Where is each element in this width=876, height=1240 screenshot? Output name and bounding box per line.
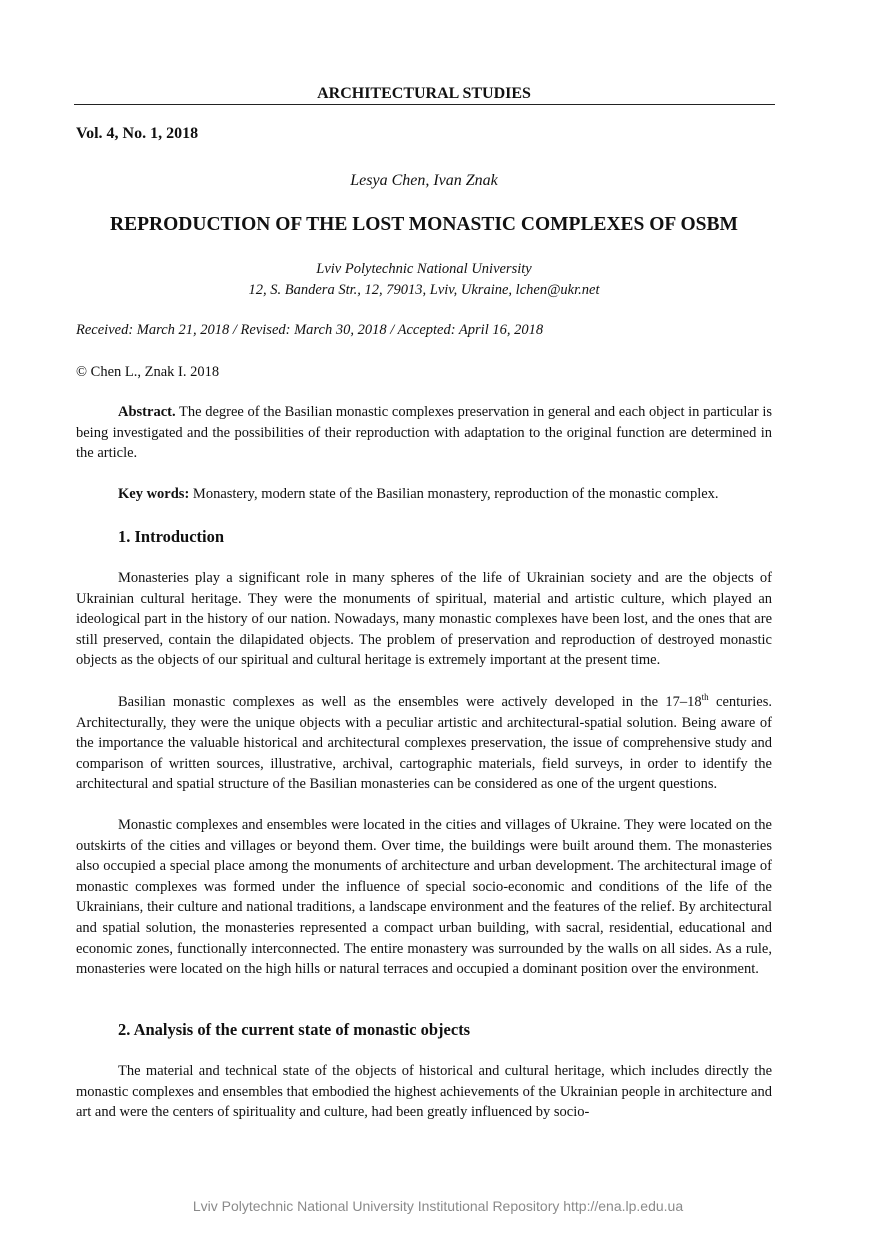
affiliation [74,259,774,301]
intro-paragraph-3: Monastic complexes and ensembles were located in the cities and villages of Ukraine. They were located on the outskirts of the cities and villages or beyond them. Over time, the buildings were built around them. The monasteries also occupied a special place among the monuments of architecture and urban development. The architectural image of monastic complexes was formed under the influence of special socio-economic and conditions of the life of the Ukrainians, their culture and national traditions, a landscape environment and the features of the relief. By architectural and spatial solution, the monasteries represented a compact urban building, with sacral, residential, educational and economic zones, functionally interconnected. The entire monastery was surrounded by the walls on all sides. As a rule, monasteries were located on the high hills or natural terraces and occupied a dominant position over the environment. [76,817,772,978]
volume-issue: Vol. 4, No. 1, 2018 [76,125,199,142]
intro-paragraph-2 [76,692,772,795]
ordinal-superscript: th [701,692,709,703]
submission-dates: Received: March 21, 2018 / Revised: March 30, 2018 / Accepted: April 16, 2018 [76,322,544,338]
intro-paragraph-1: Monasteries play a significant role in many spheres of the life of Ukrainian society and are the objects of Ukrainian cultural heritage. They were the monuments of spiritual, material and artistic culture, which played an ideological part in the history of our nation. Nowadays, many monastic complexes have been lost, and the ones that are still preserved, contain the dilapidated objects. The problem of preservation and reproduction of destroyed monastic objects as the objects of our spiritual and cultural heritage is extremely important at the present time. [76,570,772,669]
article-title: REPRODUCTION OF THE LOST MONASTIC COMPLEXES OF OSBM [110,214,738,235]
abstract [76,402,772,464]
section-heading-analysis: 2. Analysis of the current state of monastic objects [118,1020,471,1039]
copyright-notice: © Chen L., Znak I. 2018 [76,364,220,380]
affiliation-address: 12, S. Bandera Str., 12, 79013, Lviv, Ukraine, lchen@ukr.net [248,282,600,298]
intro-p2-text-b: centuries. Architecturally, they were the unique objects with a peculiar artistic and architectural-spatial solution. Being aware of the importance the valuable historical and architectural complexes preservation, the issue of comprehensive study and comparison of written sources, illustrative, archival, cartographic materials, field surveys, in order to identify the architectural and spatial structure of the Basilian monasteries can be considered as one of the urgent questions. [76,694,772,793]
abstract-label: Abstract. [118,404,176,420]
abstract-text: The degree of the Basilian monastic complexes preservation in general and each object in particular is being investigated and the possibilities of their reproduction with adaptation to the original function are determined in the article. [76,404,772,462]
keywords-text: Monastery, modern state of the Basilian monastery, reproduction of the monastic complex. [189,486,719,502]
section-heading-introduction: 1. Introduction [118,527,225,546]
header-rule [74,104,775,105]
journal-name: ARCHITECTURAL STUDIES [317,85,531,102]
keywords-label: Key words: [118,486,190,502]
authors: Lesya Chen, Ivan Znak [350,172,498,189]
repository-footer: Lviv Polytechnic National University Institutional Repository http://ena.lp.edu.ua [192,1198,684,1214]
analysis-paragraph-1: The material and technical state of the objects of historical and cultural heritage, which includes directly the monastic complexes and ensembles that embodied the highest achievements of the Ukrainian people in architecture and art and were the centers of spirituality and culture, had been greatly influenced by socio- [76,1063,772,1121]
intro-p2-text-a: Basilian monastic complexes as well as the ensembles were actively developed in the 17–18 [118,694,702,710]
affiliation-institution: Lviv Polytechnic National University [316,261,532,277]
keywords [76,484,772,505]
